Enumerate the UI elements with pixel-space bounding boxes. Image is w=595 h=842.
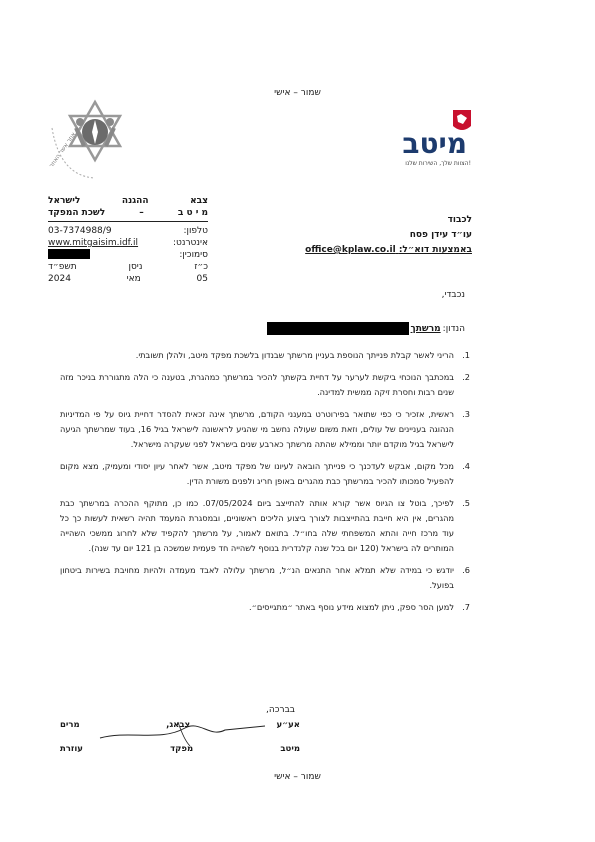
reference-redaction [48,249,90,259]
paragraph-text: הריני לאשר קבלת פנייתך הנוספת בעניין מרשתך שבנדון בלשכת מפקד מיטב, ולהלן תשובתי. [135,350,454,360]
meitav-logo-text: מיטב [402,127,467,160]
paragraph-text: לפיכך, בוטל צו הגיוס אשר קורא אותה להתייצב ביום 07/05/2024. כמו כן, מתוקף ההכרה במרשתך כבת מהגרים, אין היא חייבת בהתייצבות לצורך ביצוע הליכים ראשוניים, ובמסגרת המעמד תהיה רשאית לעשות כך כל עוד מרכז חייה והתא המשפחתי שלה בחו״ל. בתואם לאמור, על מרשתך להקפיד שלא לחרוג ממשכי השהייה המותרים לה בישראל (120 יום בכל שנה קלנדרית בנוסף לשהייה חד פעמית שמשכה בן 121 יום עד שנה). [60,498,454,553]
paragraph-number: 6. [462,565,470,575]
hebrew-month: ניסן [128,262,143,272]
letterhead-office: לשכת המפקד [48,208,106,218]
letterhead-dash: – [139,208,144,218]
paragraph-number: 7. [462,602,470,612]
signature-surname: צבאג, [166,720,191,730]
paragraph [60,600,470,615]
letterhead-word: ההגנה [121,196,149,206]
hebrew-day: כ״ז [194,262,208,272]
letterhead [48,195,208,285]
paragraph-text: למען הסר ספק, ניתן למצוא מידע נוסף באתר ״מתגייסים״. [249,602,454,612]
meitav-tagline: הצוות שלך, השירות שלנו! [405,160,471,167]
paragraph [60,348,470,363]
signature-unit: מיטב [280,744,300,754]
hebrew-date-row [48,261,208,273]
paragraph-text: במכתבך הנוכחי ביקשת לערער על דחיית בקשתך להכיר במרשתך כמהגרת, בטענה כי הלה מתגוררת בניכר מזה שנים רבות וחסרת זיקה ממשית למדינה. [60,372,454,397]
subject-line [267,322,465,335]
signature-role: מפקד [170,744,194,754]
letterhead-word: צבא [190,196,208,206]
letterhead-line1 [48,195,208,207]
paragraph-text: ראשית, אזכיר כי כפי שתואר בפירוטרט במענני הקודם, מרשתך אינה זכאית להסדר דחיית גיוס על פי המדיניות הנהוגה בעניינים של עולים, וזאת משום שעולה נחשב מי שהגיע לראשונה לישראל בגיל 16, בעוד שמרשתך הגיעה לישראל בגיל מוקדם יותר וממילא שהתה מרשתך כארבע שנים בישראל לפני שעקרה מישראל. [60,409,454,449]
phone-row [48,225,208,237]
phone-value: 03-7374988/9 [48,226,112,236]
subject-label: הנדון: [442,323,465,334]
paragraph-number: 4. [462,461,470,471]
signature-rank: אע״ע [276,720,300,730]
classification-bottom: שמור – אישי [274,772,321,782]
phone-label: טלפון: [183,226,208,236]
website-link[interactable]: www.mitgaisim.idf.il [48,238,139,248]
gregorian-day: 05 [196,274,208,284]
letterhead-word: לישראל [48,196,81,206]
paragraph-number: 5. [462,498,470,508]
reference-row [48,249,208,261]
hebrew-year: תשפ״ד [48,262,77,272]
letterhead-unit: מ י ט ב [177,208,208,218]
letterhead-line2 [48,207,208,222]
meitav-logo-graphic [375,108,475,168]
paragraph-number: 1. [462,350,470,360]
addressee-to: לכבוד [447,215,472,225]
paragraph [60,459,470,489]
gregorian-year: 2024 [48,274,71,284]
paragraph-text: יודגש כי במידה שלא תמלא אחר התנאים הנ״ל, מרשתך עלולה לאבד מעמדה ולהיות מחויבת בשירות ביטחון בפועל. [60,565,454,590]
idf-emblem [40,98,150,188]
classification-top: שמור – אישי [274,88,321,98]
signature-position: עוזרת [60,744,83,754]
paragraph [60,370,470,400]
email-label: באמצעות דוא״ל: [398,245,472,255]
closing: בברכה, [266,705,295,715]
email-link[interactable]: office@kplaw.co.il [305,245,396,255]
subject-redaction [267,322,409,335]
reference-label: סימוכין: [179,250,208,260]
addressee-email-line [222,243,472,258]
website-label: אינטרנט: [172,238,208,248]
gregorian-month: מאי [126,274,141,284]
paragraph [60,407,470,452]
signature-firstname: מרים [60,720,80,730]
gregorian-date-row [48,273,208,285]
letter-body [60,348,470,622]
paragraph-number: 2. [462,372,470,382]
paragraph [60,496,470,556]
emblem-text: אוזר אשר האוזר [47,131,78,170]
paragraph [60,563,470,593]
salutation: נכבדי, [441,290,465,300]
paragraph-number: 3. [462,409,470,419]
addressee-block [222,213,472,258]
subject-value: מרשתך [410,323,441,334]
website-row [48,237,208,249]
addressee-name: עו״ד עידן פסח [409,230,472,240]
meitav-logo [375,108,475,168]
paragraph-text: מכל מקום, אבקש לעדכנך כי פנייתך הובאה לעיונו של מפקד מיטב, אשר לאחר עיון יסודי ומעמיק, מצא מקום להפעיל סמכותו להכיר במרשתך כבת מהגרים באופן חריג ולפנים משורת הדין. [60,461,454,486]
signature-title-row [60,744,300,754]
